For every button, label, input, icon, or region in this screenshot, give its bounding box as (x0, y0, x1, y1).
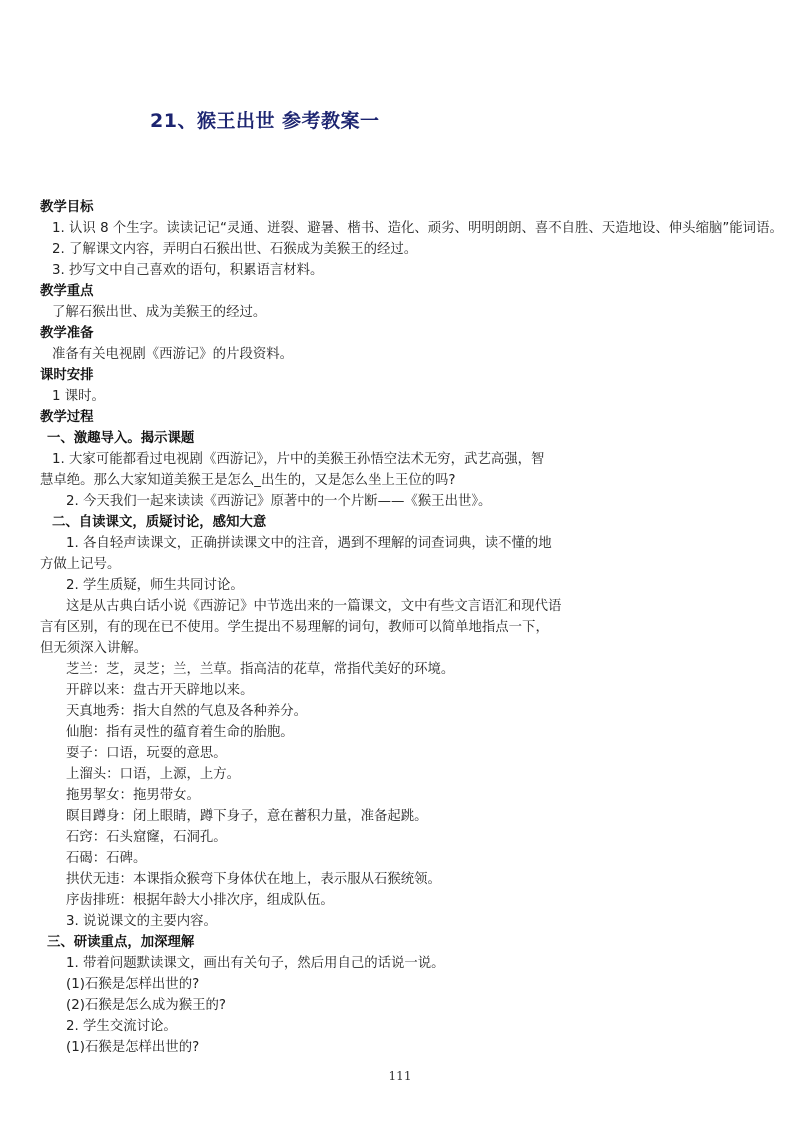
body-line: 3. 抄写文中自己喜欢的语句，积累语言材料。 (52, 263, 324, 278)
body-line: 慧卓绝。那么大家知道美猴王是怎么_出生的，又是怎么坐上王位的吗? (40, 473, 456, 488)
body-line: (2)石猴是怎么成为猴王的? (66, 998, 226, 1013)
body-line: 但无须深入讲解。 (40, 641, 148, 656)
body-line: 1. 带着问题默读课文，画出有关句子，然后用自己的话说一说。 (66, 956, 445, 971)
body-line: 天真地秀：指大自然的气息及各种养分。 (66, 704, 308, 719)
body-line: 开辟以来：盘古开天辟地以来。 (66, 683, 254, 698)
section-heading: 教学过程 (40, 410, 94, 425)
body-line: 2. 学生交流讨论。 (66, 1019, 177, 1034)
body-line: 2. 今天我们一起来读读《西游记》原著中的一个片断——《猴王出世》。 (66, 494, 492, 509)
section-heading: 教学准备 (40, 326, 94, 341)
body-line: 耍子：口语，玩耍的意思。 (66, 746, 227, 761)
page-number: 111 (388, 1069, 412, 1083)
body-line: 方做上记号。 (40, 557, 121, 572)
body-line: 芝兰：芝，灵芝；兰，兰草。指高洁的花草，常指代美好的环境。 (66, 662, 455, 677)
body-line: 1 课时。 (52, 389, 105, 404)
body-line: 言有区别，有的现在已不使用。学生提出不易理解的词句，教师可以简单地指点一下， (40, 620, 549, 635)
body-line: 2. 了解课文内容，弄明白石猴出世、石猴成为美猴王的经过。 (52, 242, 418, 257)
section-heading: 二、自读课文，质疑讨论，感知大意 (52, 515, 267, 530)
section-heading: 教学目标 (40, 200, 94, 215)
section-heading: 课时安排 (40, 368, 94, 383)
body-line: 1. 各自轻声读课文，正确拼读课文中的注音，遇到不理解的词查词典，读不懂的地 (66, 536, 552, 551)
section-heading: 三、研读重点，加深理解 (47, 935, 195, 950)
body-line: 拖男挈女：拖男带女。 (66, 788, 200, 803)
body-line: 仙胞：指有灵性的蕴育着生命的胎胞。 (66, 725, 294, 740)
section-heading: 教学重点 (40, 284, 94, 299)
body-line: 石窍：石头窟窿，石洞孔。 (66, 830, 227, 845)
body-line: 上溜头：口语，上源，上方。 (66, 767, 241, 782)
body-line: 了解石猴出世、成为美猴王的经过。 (52, 305, 267, 320)
section-heading: 一、激趣导入。揭示课题 (47, 431, 195, 446)
body-line: 这是从古典白话小说《西游记》中节选出来的一篇课文，文中有些文言语汇和现代语 (66, 599, 562, 614)
body-line: 石碣：石碑。 (66, 851, 147, 866)
body-line: 2. 学生质疑，师生共同讨论。 (66, 578, 244, 593)
document-title: 21、猴王出世 参考教案一 (150, 110, 380, 132)
body-line: 准备有关电视剧《西游记》的片段资料。 (52, 347, 294, 362)
body-line: (1)石猴是怎样出世的? (66, 1040, 200, 1055)
body-line: 瞑目蹲身：闭上眼睛，蹲下身子，意在蓄积力量，准备起跳。 (66, 809, 428, 824)
body-line: 3. 说说课文的主要内容。 (66, 914, 217, 929)
body-line: (1)石猴是怎样出世的? (66, 977, 200, 992)
body-line: 1. 大家可能都看过电视剧《西游记》，片中的美猴王孙悟空法术无穷，武艺高强，智 (52, 452, 545, 467)
body-line: 拱伏无违：本课指众猴弯下身体伏在地上，表示服从石猴统领。 (66, 872, 441, 887)
body-line: 1. 认识 8 个生字。读读记记“灵通、迸裂、避暑、楷书、造化、顽劣、明明朗朗、喜不自胜、天造地设、伸头缩脑”能词语。 (52, 221, 783, 236)
body-line: 序齿排班：根据年龄大小排次序，组成队伍。 (66, 893, 334, 908)
